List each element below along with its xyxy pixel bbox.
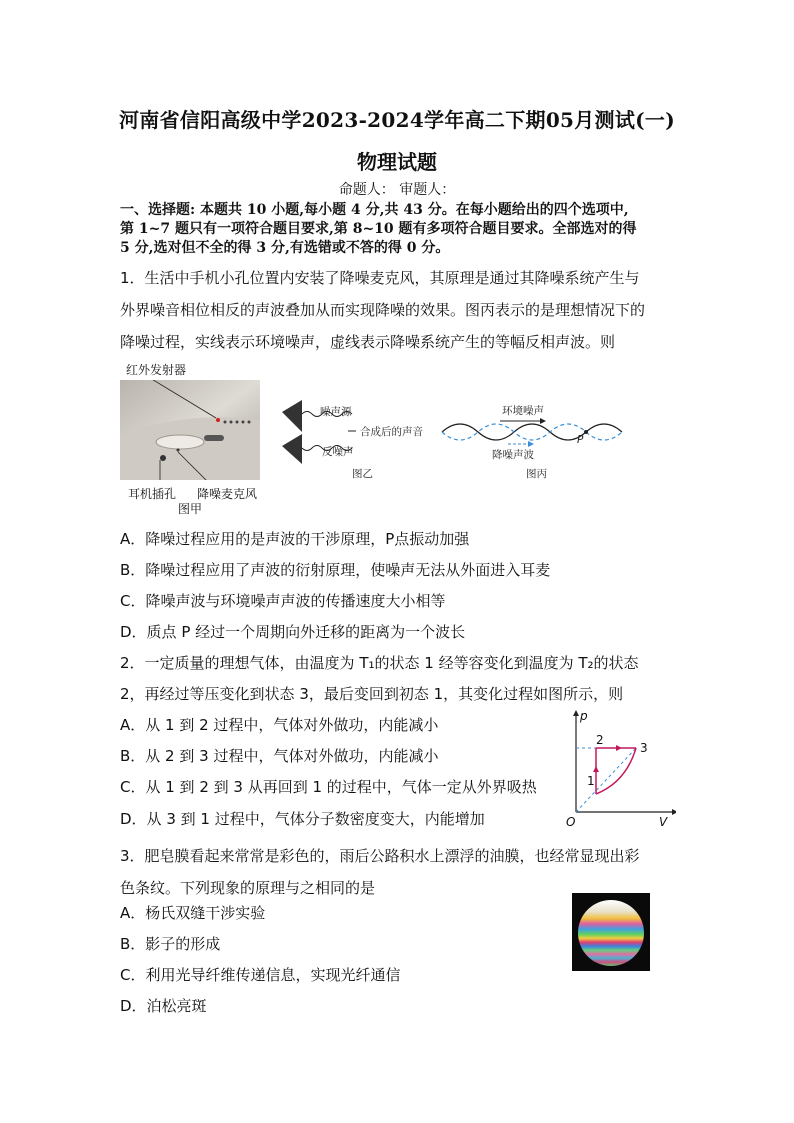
page-title: 河南省信阳高级中学2023-2024学年高二下期05月测试(一) <box>119 108 675 132</box>
section-instructions <box>120 201 680 258</box>
pv-state-1-label: 1 <box>587 774 595 788</box>
q3-option-d: D．泊松亮斑 <box>120 997 207 1015</box>
question-2-line: 2，再经过等压变化到状态 3，最后变回到初态 1，其变化过程如图所示，则 <box>120 685 624 703</box>
pv-axis-v-label: V <box>659 815 668 829</box>
pv-axis-p-label: p <box>580 709 588 723</box>
q1-option-b: B．降噪过程应用了声波的衍射原理，使噪声无法从外面进入耳麦 <box>120 561 551 579</box>
authors-line: 命题人： 审题人： <box>338 182 456 198</box>
point-p-label: P <box>577 434 584 446</box>
headphone-jack-label: 耳机插孔 <box>128 487 177 501</box>
soap-film-image <box>572 893 650 971</box>
ir-emitter-label: 红外发射器 <box>126 363 187 377</box>
figure-caption-yi: 图乙 <box>352 468 373 480</box>
combined-sound-label: 合成后的声音 <box>360 426 423 438</box>
question-line: 色条纹。下列现象的原理与之相同的是 <box>120 879 376 897</box>
q3-option-a: A．杨氏双缝干涉实验 <box>120 904 266 922</box>
q3-option-b: B．影子的形成 <box>120 935 221 953</box>
figure-caption-jia: 图甲 <box>178 502 203 516</box>
question-2-line: 2．一定质量的理想气体，由温度为 T₁的状态 1 经等容变化到温度为 T₂的状态 <box>120 654 639 672</box>
environment-noise-label: 环境噪声 <box>502 405 544 417</box>
instruction-line: 5 分,选对但不全的得 3 分,有选错或不答的得 0 分。 <box>120 240 450 256</box>
pv-origin-label: O <box>566 815 576 829</box>
instruction-line: 第 1~7 题只有一项符合题目要求,第 8~10 题有多项符合题目要求。全部选对的得 <box>120 221 637 237</box>
cancel-wave-label: 降噪声波 <box>492 449 534 461</box>
question-line: 1．生活中手机小孔位置内安装了降噪麦克风，其原理是通过其降噪系统产生与 <box>120 269 640 287</box>
q2-option-a: A．从 1 到 2 过程中，气体对外做功，内能减小 <box>120 716 439 734</box>
figure-caption-bing: 图丙 <box>526 468 547 480</box>
q1-option-a: A．降噪过程应用的是声波的干涉原理，P点振动加强 <box>120 530 470 548</box>
question-line: 外界噪音相位相反的声波叠加从而实现降噪的效果。图丙表示的是理想情况下的 <box>120 301 646 319</box>
q2-option-b: B．从 2 到 3 过程中，气体对外做功，内能减小 <box>120 747 439 765</box>
page-subtitle: 物理试题 <box>357 150 437 174</box>
instruction-line: 一、选择题: 本题共 10 小题,每小题 4 分,共 43 分。在每小题给出的四个选项中, <box>120 202 629 218</box>
phone-photo-figure <box>120 380 260 480</box>
question-1-stem <box>120 262 680 358</box>
q1-option-d: D．质点 P 经过一个周期向外迁移的距离为一个波长 <box>120 623 466 641</box>
noise-source-label: 噪声源 <box>320 406 352 418</box>
pv-state-3-label: 3 <box>640 741 648 755</box>
pv-state-2-label: 2 <box>596 733 604 747</box>
q2-option-c: C．从 1 到 2 到 3 从再回到 1 的过程中，气体一定从外界吸热 <box>120 778 537 796</box>
q2-option-d: D．从 3 到 1 过程中，气体分子数密度变大，内能增加 <box>120 810 485 828</box>
anti-noise-label: 反噪声 <box>322 446 354 458</box>
question-line: 降噪过程，实线表示环境噪声，虚线表示降噪系统产生的等幅反相声波。则 <box>120 333 616 351</box>
q1-option-c: C．降噪声波与环境噪声声波的传播速度大小相等 <box>120 592 446 610</box>
q3-option-c: C．利用光导纤维传递信息，实现光纤通信 <box>120 966 401 984</box>
noise-mic-label: 降噪麦克风 <box>197 487 258 501</box>
question-line: 3．肥皂膜看起来常常是彩色的，雨后公路积水上漂浮的油膜，也经常显现出彩 <box>120 847 640 865</box>
